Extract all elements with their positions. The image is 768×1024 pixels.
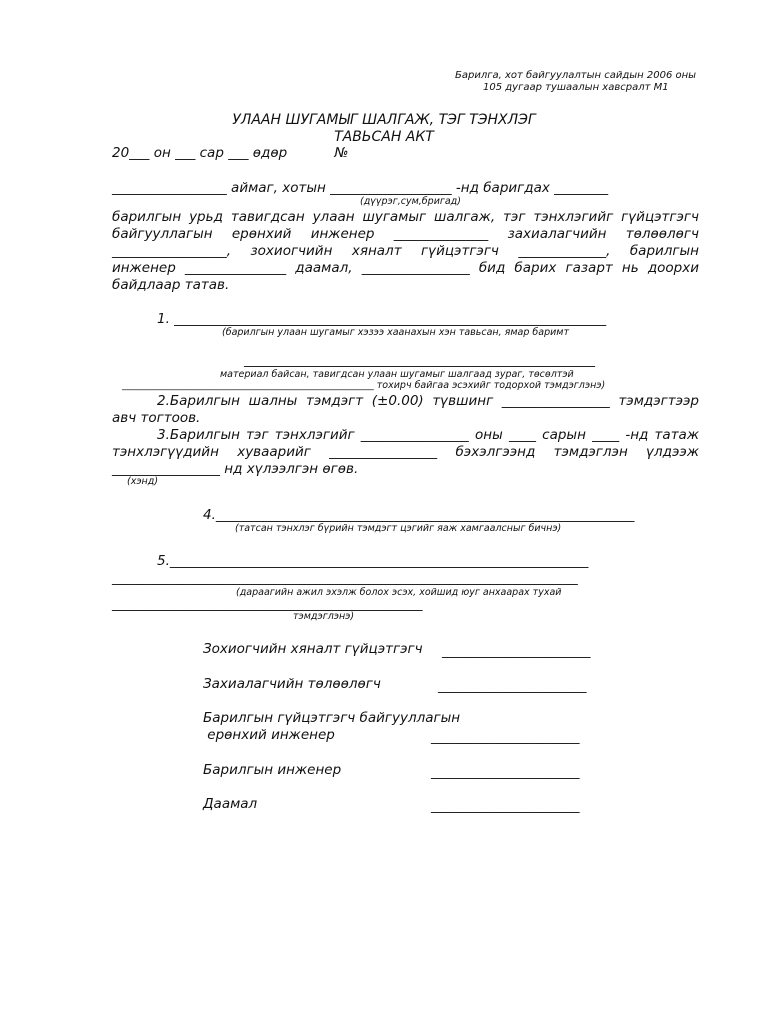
location-hint: (дүүрэг,сум,бригад) — [360, 196, 461, 207]
signature-engineer-label: Барилгын инженер — [203, 762, 342, 778]
signature-engineer-blank: ______________________ — [431, 764, 580, 780]
item4-line: 4.______________________________________________________________ — [203, 507, 635, 523]
title-line-2: ТАВЬСАН АКТ — [334, 129, 434, 145]
item1-line-2: ____________________________________________________ — [244, 352, 595, 368]
location-line: _________________ аймаг, хотын __________________ -нд баригдах ________ — [112, 180, 609, 196]
title-line-1: УЛААН ШУГАМЫГ ШАЛГАЖ, ТЭГ ТЭНХЛЭГ — [232, 112, 536, 128]
item1-line: 1. ________________________________________________________________ — [157, 311, 607, 327]
signature-author-supervisor-label: Зохиогчийн хяналт гүйцэтгэгч — [203, 641, 423, 657]
header-line-2: 105 дугаар тушаалын хавсралт М1 — [483, 82, 669, 93]
intro-line-1: барилгын урьд тавигдсан улаан шугамыг шалгаж, тэг тэнхлэгийг гүйцэтгэгч — [112, 209, 699, 225]
signature-chief-engineer-label: Барилгын гүйцэтгэгч байгууллагын — [203, 710, 461, 726]
item5-line-3: ______________________________________________ — [112, 596, 423, 612]
signature-foreman-label: Даамал — [203, 796, 258, 812]
intro-line-5: байдлаар татав. — [112, 277, 230, 293]
header-line-1: Барилга, хот байгуулалтын сайдын 2006 оны — [455, 70, 697, 81]
item4-hint: (татсан тэнхлэг бүрийн тэмдэгт цэгийг яаж хамгаалсныг бичнэ) — [235, 523, 562, 534]
date-line: 20___ он ___ сар ___ өдөр № — [112, 145, 349, 161]
item3-line-2: тэнхлэгүүдийн хуваарийг ________________ бэхэлгээнд тэмдэглэн үлдээж — [112, 444, 699, 460]
signature-author-supervisor-blank: ______________________ — [442, 643, 591, 659]
item5-hint-1: (дараагийн ажил эхэлж болох эсэх, хойшид юуг анхаарах тухай — [236, 587, 562, 598]
signature-chief-engineer-blank: ______________________ — [431, 729, 580, 745]
item1-line-3: _____________________________________________________ тохирч байгаа эсэхийг тодорхой тэмдэглэнэ) — [122, 380, 606, 391]
item5-line-2: _____________________________________________________________________ — [112, 570, 578, 586]
item5-line: 5.______________________________________________________________ — [157, 553, 589, 569]
item1-hint-2: материал байсан, тавигдсан улаан шугамыг шалгаад зураг, төсөлтэй — [220, 369, 574, 380]
item1-hint-1: (барилгын улаан шугамыг хэзээ хаанахын хэн тавьсан, ямар баримт — [222, 327, 570, 338]
signature-client-rep-blank: ______________________ — [438, 678, 587, 694]
intro-line-2: байгууллагын ерөнхий инженер ______________ захиалагчийн төлөөлөгч — [112, 226, 699, 242]
item3-line-1: 3.Барилгын тэг тэнхлэгийг ________________ оны ____ сарын ____ -нд татаж — [157, 427, 699, 443]
item3-line-3: ________________ нд хүлээлгэн өгөв. — [112, 461, 359, 477]
item3-hint: (хэнд) — [127, 476, 159, 487]
signature-foreman-blank: ______________________ — [431, 798, 580, 814]
item2-line-2: авч тогтоов. — [112, 410, 201, 426]
intro-line-4: инженер _______________ даамал, ________________ бид барих газарт нь доорхи — [112, 260, 699, 276]
item2-line-1: 2.Барилгын шалны тэмдэгт (±0.00) түвшинг ________________ тэмдэгтээр — [157, 393, 699, 409]
signature-client-rep-label: Захиалагчийн төлөөлөгч — [203, 676, 381, 692]
intro-line-3: _________________, зохиогчийн хяналт гүйцэтгэгч _____________, барилгын — [112, 243, 699, 259]
item5-hint-2: тэмдэглэнэ) — [293, 611, 355, 622]
signature-chief-engineer-label-2: ерөнхий инженер — [203, 727, 335, 743]
